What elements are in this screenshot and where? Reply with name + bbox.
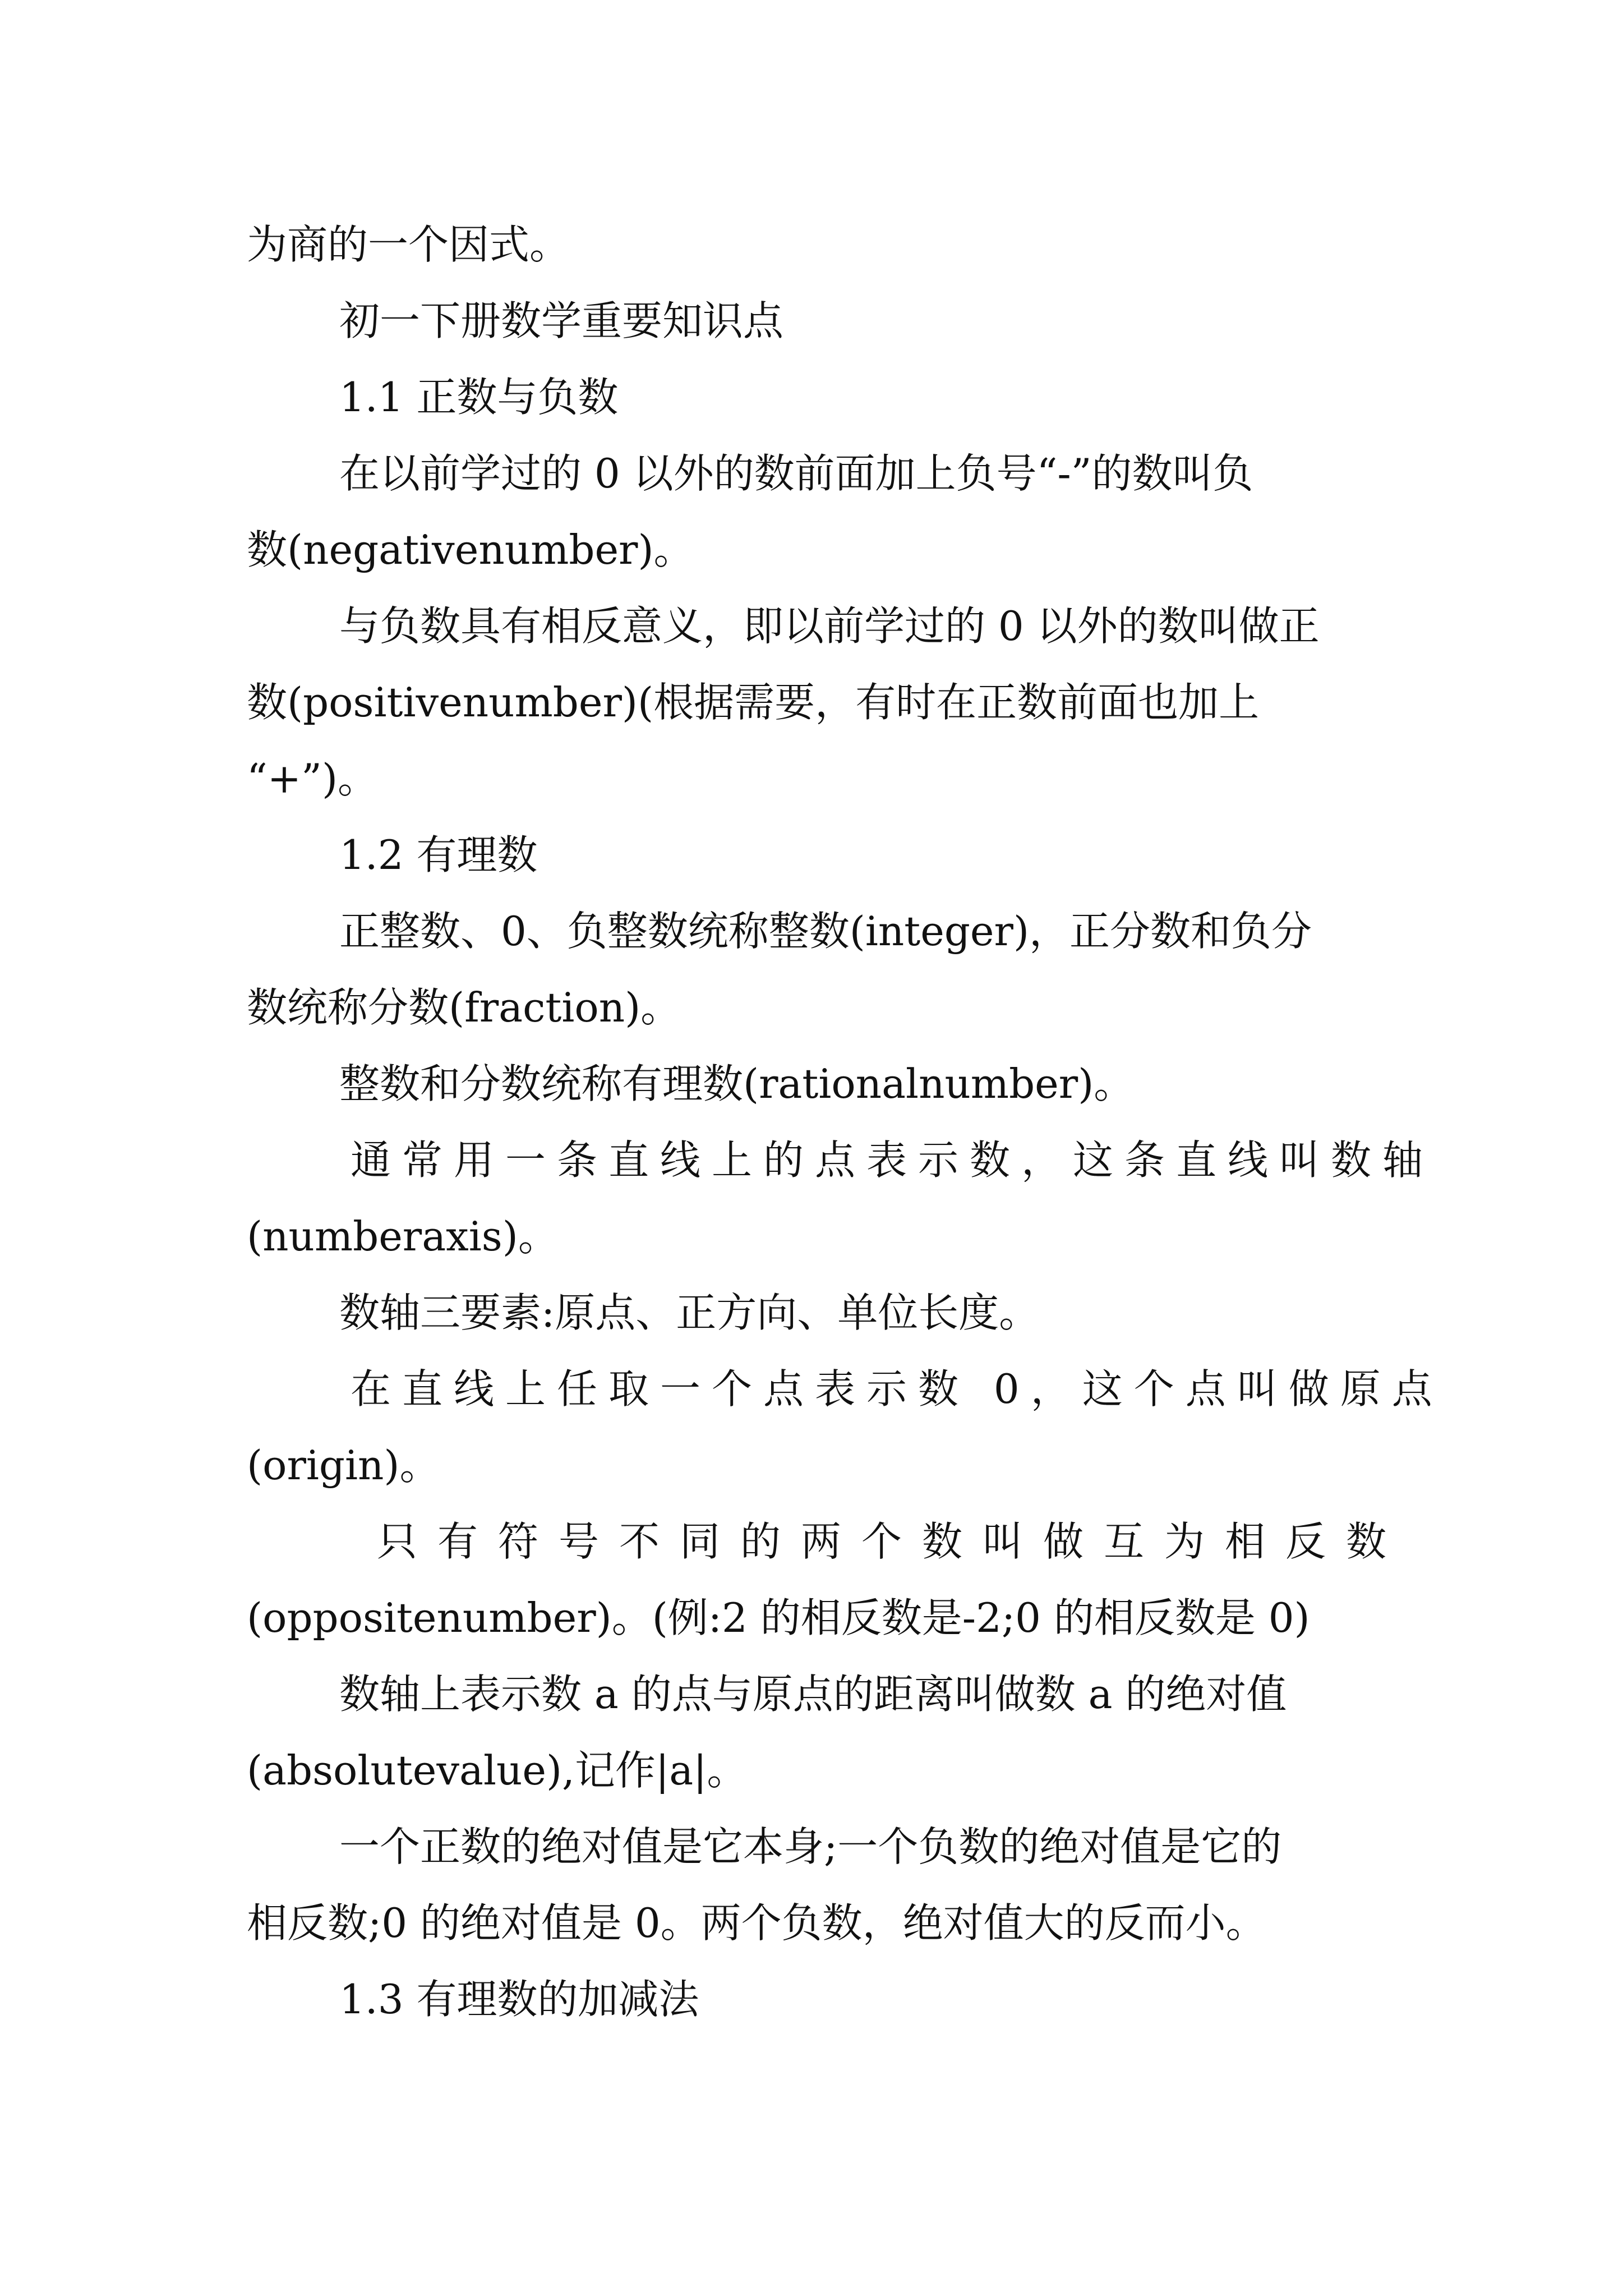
paragraph-line: 与负数具有相反意义，即以前学过的 0 以外的数叫做正 (339, 602, 1320, 650)
paragraph-line: 一个正数的绝对值是它本身;一个负数的绝对值是它的 (339, 1823, 1282, 1870)
paragraph-line: (origin)。 (247, 1442, 440, 1489)
paragraph-line: (absolutevalue),记作|a|。 (247, 1747, 748, 1794)
paragraph-line: “+”)。 (247, 755, 379, 802)
paragraph-line: 相反数;0 的绝对值是 0。两个负数，绝对值大的反而小。 (247, 1899, 1266, 1947)
section-heading: 初一下册数学重要知识点 (339, 297, 784, 344)
paragraph-line: 正整数、0、负整数统称整数(integer)，正分数和负分 (339, 908, 1312, 955)
paragraph-line: 通常用一条直线上的点表示数，这条直线叫数轴 (351, 1137, 1435, 1184)
paragraph-line: 数(negativenumber)。 (247, 526, 694, 573)
paragraph-line: 数轴三要素:原点、正方向、单位长度。 (339, 1289, 1040, 1336)
section-heading: 1.3 有理数的加减法 (339, 1976, 699, 2023)
paragraph-line: 整数和分数统称有理数(rationalnumber)。 (339, 1060, 1135, 1107)
paragraph-line: 在以前学过的 0 以外的数前面加上负号“-”的数叫负 (339, 450, 1253, 497)
paragraph-line: (oppositenumber)。(例:2 的相反数是-2;0 的相反数是 0) (247, 1594, 1310, 1641)
paragraph-line: 在直线上任取一个点表示数 0，这个点叫做原点 (351, 1365, 1444, 1412)
paragraph-line: 数统称分数(fraction)。 (247, 984, 681, 1031)
section-heading: 1.1 正数与负数 (339, 374, 619, 421)
paragraph-line: 只有符号不同的两个数叫做互为相反数 (377, 1518, 1407, 1565)
paragraph-line: 为商的一个因式。 (247, 221, 570, 268)
paragraph-line: 数轴上表示数 a 的点与原点的距离叫做数 a 的绝对值 (339, 1671, 1287, 1718)
section-heading: 1.2 有理数 (339, 831, 538, 878)
paragraph-line: (numberaxis)。 (247, 1213, 559, 1260)
paragraph-line: 数(positivenumber)(根据需要，有时在正数前面也加上 (247, 679, 1260, 726)
